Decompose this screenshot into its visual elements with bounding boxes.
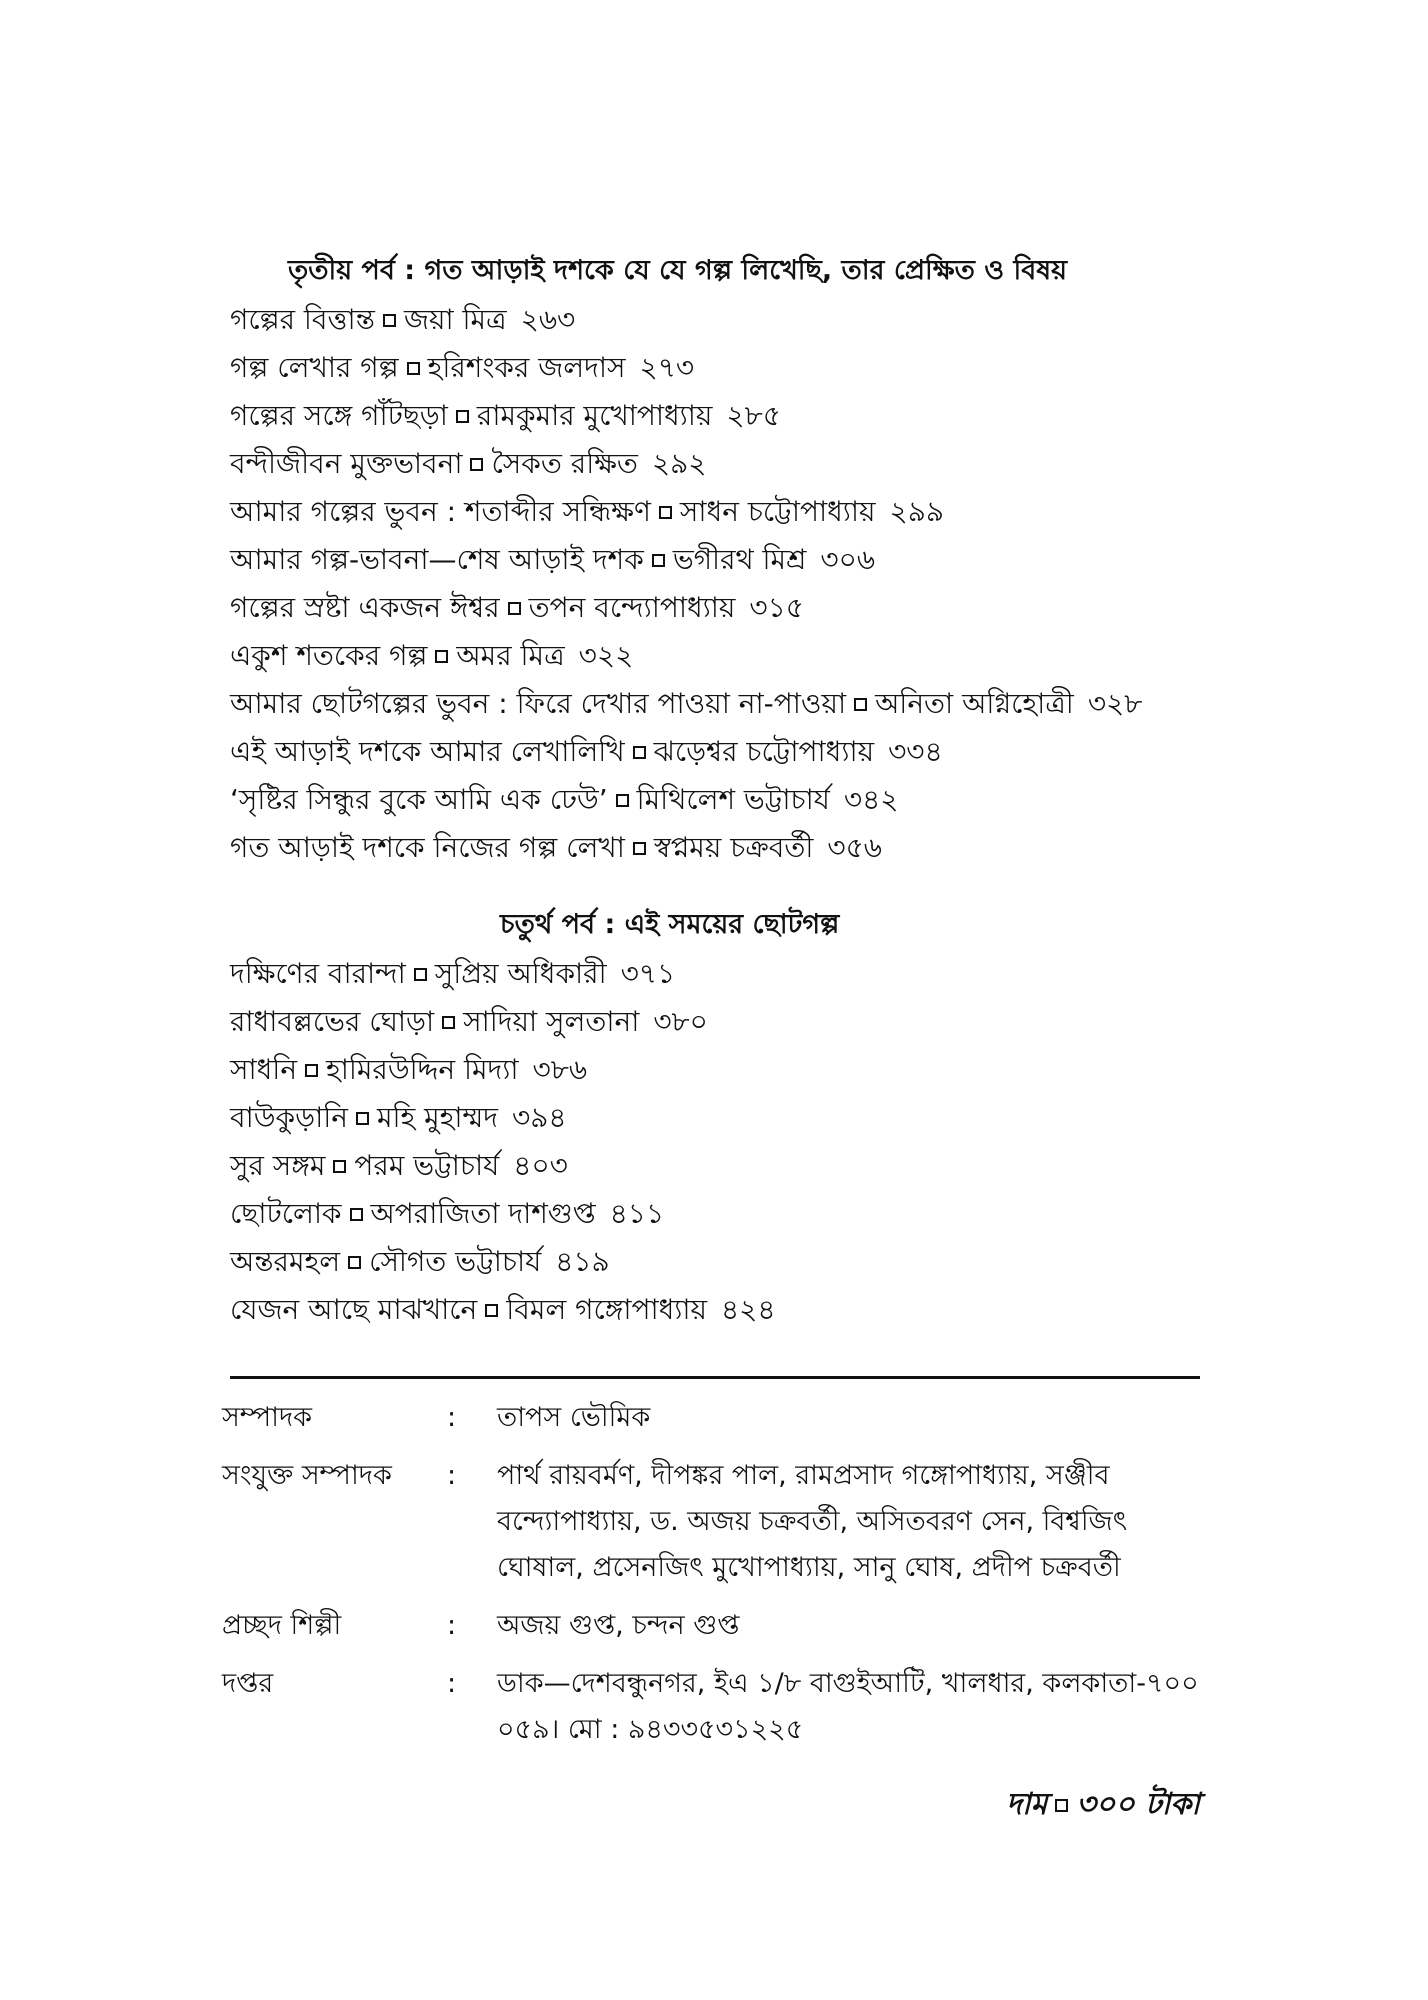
- entry-title: রাধাবল্লভের ঘোড়া: [230, 1005, 435, 1038]
- entry-page-number: ৩৩৪: [888, 735, 943, 768]
- credit-colon: :: [447, 1668, 457, 1699]
- price-value: ৩০০ টাকা: [1076, 1787, 1200, 1822]
- entry-title: সুর সঙ্গম: [230, 1149, 326, 1182]
- entry-page-number: ৪১১: [609, 1197, 665, 1230]
- entry-page-number: ২৯২: [651, 447, 707, 480]
- entry-author: সাধন চট্টোপাধ্যায়: [679, 495, 876, 528]
- section-title-fourth: চতুর্থ পর্ব : এই সময়ের ছোটগল্প: [500, 909, 840, 940]
- credit-row: [222, 1453, 1212, 1591]
- toc-entry: [230, 776, 1230, 824]
- entry-page-number: ৪১৯: [555, 1245, 610, 1278]
- entry-page-number: ২৬৩: [520, 303, 576, 336]
- entry-title: সাধনি: [230, 1053, 298, 1086]
- entry-title: গত আড়াই দশকে নিজের গল্প লেখা: [230, 831, 625, 864]
- separator-square-icon: [652, 554, 665, 567]
- entry-list-fourth: [230, 950, 1230, 1334]
- separator-square-icon: [333, 1160, 346, 1173]
- entry-title: গল্পের বিত্তান্ত: [230, 303, 375, 336]
- toc-entry: [230, 728, 1230, 776]
- entry-title: দক্ষিণের বারান্দা: [230, 957, 406, 990]
- separator-square-icon: [407, 362, 420, 375]
- entry-list-third: [230, 296, 1230, 872]
- toc-entry: [230, 344, 1230, 392]
- credit-names: তাপস ভৌমিক: [497, 1402, 651, 1433]
- credit-role: দপ্তর: [222, 1668, 274, 1699]
- entry-page-number: ৩৯৪: [511, 1101, 567, 1134]
- toc-entry: [230, 488, 1230, 536]
- entry-author: সুপ্রিয় অধিকারী: [434, 957, 607, 990]
- separator-square-icon: [348, 1256, 361, 1269]
- entry-title: আমার গল্প-ভাবনা—শেষ আড়াই দশক: [230, 543, 644, 576]
- entry-title: গল্পের স্রষ্টা একজন ঈশ্বর: [230, 591, 500, 624]
- separator-square-icon: [456, 410, 469, 423]
- separator-square-icon: [442, 1016, 455, 1029]
- divider-rule: [230, 1376, 1200, 1379]
- entry-author: অনিতা অগ্নিহোত্রী: [875, 687, 1074, 720]
- credit-colon: :: [447, 1460, 457, 1491]
- credit-row: [222, 1661, 1212, 1753]
- entry-author: মিথিলেশ ভট্টাচার্য: [636, 783, 830, 816]
- separator-square-icon: [305, 1064, 318, 1077]
- entry-title: বাউকুড়ানি: [230, 1101, 348, 1134]
- entry-author: তপন বন্দ্যোপাধ্যায়: [528, 591, 736, 624]
- entry-title: একুশ শতকের গল্প: [230, 639, 428, 672]
- toc-entry: [230, 536, 1230, 584]
- entry-title: ‘সৃষ্টির সিন্ধুর বুকে আমি এক ঢেউ’: [230, 783, 608, 816]
- entry-author: সৈকত রক্ষিত: [491, 447, 638, 480]
- entry-author: ভগীরথ মিশ্র: [672, 543, 807, 576]
- toc-entry: [230, 998, 1230, 1046]
- separator-square-icon: [1055, 1799, 1068, 1812]
- toc-entry: [230, 1190, 1230, 1238]
- entry-page-number: ৩৭১: [620, 957, 676, 990]
- entry-page-number: ৩০৬: [820, 543, 876, 576]
- separator-square-icon: [659, 506, 672, 519]
- separator-square-icon: [350, 1208, 363, 1221]
- toc-entry: [230, 1142, 1230, 1190]
- separator-square-icon: [854, 698, 867, 711]
- entry-page-number: ৩২২: [578, 639, 634, 672]
- toc-entry: [230, 1094, 1230, 1142]
- entry-title: এই আড়াই দশকে আমার লেখালিখি: [230, 735, 625, 768]
- price-line: [1006, 1780, 1200, 1831]
- entry-title: বন্দীজীবন মুক্তভাবনা: [230, 447, 463, 480]
- entry-page-number: ২৯৯: [889, 495, 945, 528]
- credit-names: ডাক—দেশবন্ধুনগর, ইএ ১/৮ বাগুইআটি, খালধার, কলকাতা-৭০০ ০৫৯। মো : ৯৪৩৩৫৩১২২৫: [497, 1668, 1199, 1745]
- entry-title: আমার গল্পের ভুবন : শতাব্দীর সন্ধিক্ষণ: [230, 495, 651, 528]
- separator-square-icon: [414, 968, 427, 981]
- toc-entry: [230, 392, 1230, 440]
- credit-role: সংযুক্ত সম্পাদক: [222, 1460, 392, 1491]
- credit-colon: :: [447, 1610, 457, 1641]
- entry-title: আমার ছোটগল্পের ভুবন : ফিরে দেখার পাওয়া না-পাওয়া: [230, 687, 847, 720]
- entry-author: ঝড়েশ্বর চট্টোপাধ্যায়: [653, 735, 875, 768]
- credit-colon: :: [447, 1402, 457, 1433]
- toc-entry: [230, 1286, 1230, 1334]
- credit-names: অজয় গুপ্ত, চন্দন গুপ্ত: [497, 1610, 740, 1641]
- toc-entry: [230, 680, 1230, 728]
- entry-page-number: ৪০৩: [513, 1149, 568, 1182]
- entry-page-number: ৩৫৬: [827, 831, 882, 864]
- entry-page-number: ৪২৪: [721, 1293, 776, 1326]
- entry-author: বিমল গঙ্গোপাধ্যায়: [506, 1293, 708, 1326]
- separator-square-icon: [470, 458, 483, 471]
- toc-entry: [230, 296, 1230, 344]
- entry-page-number: ২৮৫: [726, 399, 781, 432]
- price-label: দাম: [1006, 1787, 1048, 1822]
- entry-title: ছোটলোক: [230, 1197, 342, 1230]
- toc-entry: [230, 1046, 1230, 1094]
- separator-square-icon: [356, 1112, 369, 1125]
- separator-square-icon: [508, 602, 521, 615]
- entry-title: গল্পের সঙ্গে গাঁটছড়া: [230, 399, 448, 432]
- separator-square-icon: [633, 842, 646, 855]
- credit-role: প্রচ্ছদ শিল্পী: [222, 1610, 342, 1641]
- entry-author: মহি মুহাম্মদ: [376, 1101, 498, 1134]
- entry-title: যেজন আছে মাঝখানে: [230, 1293, 478, 1326]
- toc-entry: [230, 1238, 1230, 1286]
- credits-block: [222, 1395, 1212, 1765]
- separator-square-icon: [435, 650, 448, 663]
- entry-title: গল্প লেখার গল্প: [230, 351, 399, 384]
- toc-entry: [230, 584, 1230, 632]
- entry-author: স্বপ্নময় চক্রবর্তী: [653, 831, 814, 864]
- entry-title: অন্তরমহল: [230, 1245, 341, 1278]
- section-title-third: তৃতীয় পর্ব : গত আড়াই দশকে যে যে গল্প লিখেছি, তার প্রেক্ষিত ও বিষয়: [288, 255, 1068, 286]
- credit-names: পার্থ রায়বর্মণ, দীপঙ্কর পাল, রামপ্রসাদ গঙ্গোপাধ্যায়, সঞ্জীব বন্দ্যোপাধ্যায়, ড. অজয় চক্রবর্তী, অসিতবরণ সেন, বিশ্বজিৎ ঘোষাল, প্রসেনজিৎ মুখোপাধ্যায়, সানু ঘোষ, প্রদীপ চক্রবর্তী: [497, 1460, 1128, 1583]
- entry-page-number: ৩৪২: [843, 783, 899, 816]
- credit-role: সম্পাদক: [222, 1402, 313, 1433]
- entry-page-number: ৩২৮: [1087, 687, 1143, 720]
- separator-square-icon: [383, 314, 396, 327]
- credit-row: [222, 1603, 1212, 1649]
- entry-page-number: ৩১৫: [749, 591, 804, 624]
- toc-entry: [230, 950, 1230, 998]
- entry-page-number: ২৭৩: [639, 351, 695, 384]
- entry-author: সৌগত ভট্টাচার্য: [369, 1245, 542, 1278]
- separator-square-icon: [616, 794, 629, 807]
- credit-row: [222, 1395, 1212, 1441]
- entry-author: রামকুমার মুখোপাধ্যায়: [476, 399, 713, 432]
- entry-author: সাদিয়া সুলতানা: [463, 1005, 640, 1038]
- entry-author: হরিশংকর জলদাস: [427, 351, 626, 384]
- entry-page-number: ৩৮০: [653, 1005, 708, 1038]
- entry-author: পরম ভট্টাচার্য: [354, 1149, 500, 1182]
- entry-author: হামিরউদ্দিন মিদ্যা: [326, 1053, 519, 1086]
- toc-entry: [230, 824, 1230, 872]
- separator-square-icon: [633, 746, 646, 759]
- entry-author: জয়া মিত্র: [403, 303, 507, 336]
- entry-author: অমর মিত্র: [456, 639, 565, 672]
- toc-entry: [230, 632, 1230, 680]
- toc-entry: [230, 440, 1230, 488]
- separator-square-icon: [485, 1304, 498, 1317]
- entry-page-number: ৩৮৬: [532, 1053, 588, 1086]
- entry-author: অপরাজিতা দাশগুপ্ত: [370, 1197, 596, 1230]
